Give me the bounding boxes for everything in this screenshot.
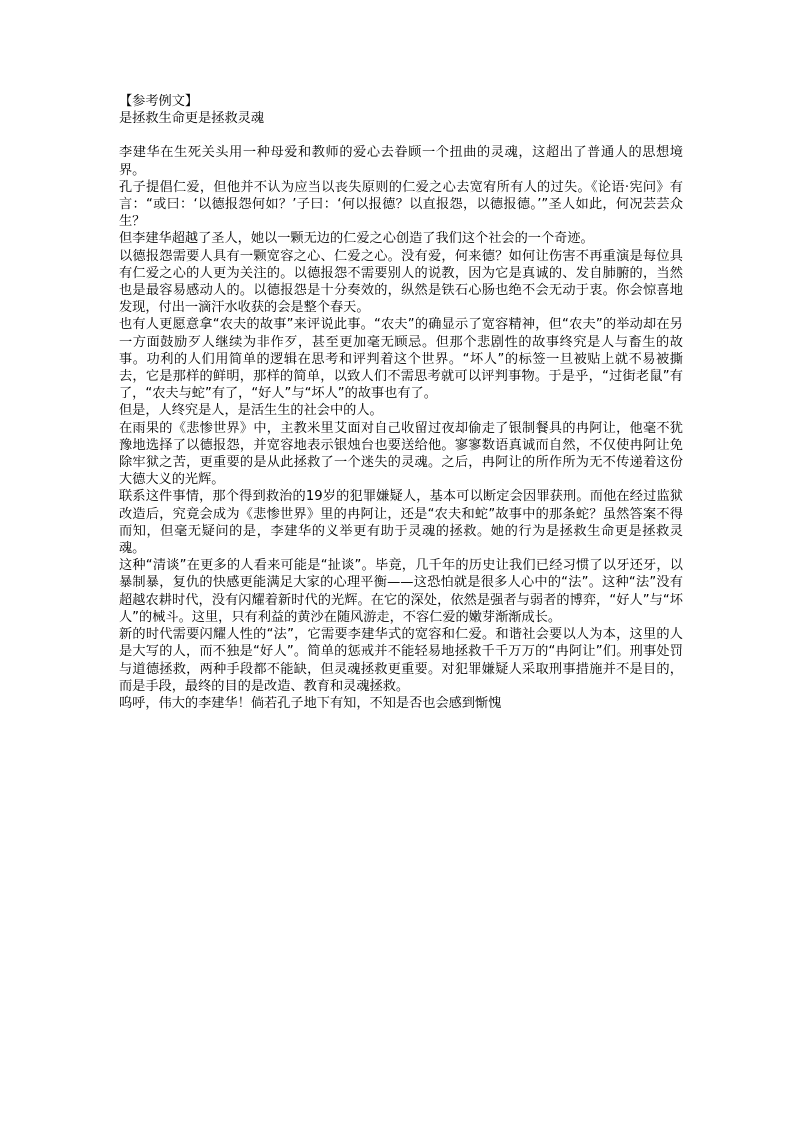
paragraph-9: 这种“清谈”在更多的人看来可能是“扯谈”。毕竟，几千年的历史让我们已经习惯了以牙还牙，以暴制暴，复仇的快感更能满足大家的心理平衡——这恐怕就是很多人心中的“法”。这种“法”没有超越农耕时代，没有闪耀着新时代的光辉。在它的深处，依然是强者与弱者的博弈，“好人”与“坏人”的械斗。这里，只有利益的黄沙在随风游走，不容仁爱的嫩芽渐渐成长。	[119, 558, 683, 625]
spacer	[119, 127, 683, 144]
paragraph-7: 在雨果的《悲惨世界》中，主教米里艾面对自己收留过夜却偷走了银制餐具的冉阿让，他毫不犹豫地选择了以德报怨，并宽容地表示银烛台也要送给他。寥寥数语真诚而自然，不仅使冉阿让免除牢狱之苦，更重要的是从此拯救了一个迷失的灵魂。之后，冉阿让的所作所为无不传递着这份大德大义的光辉。	[119, 420, 683, 488]
paragraph-1: 李建华在生死关头用一种母爱和教师的爱心去眷顾一个扭曲的灵魂，这超出了普通人的思想境界。	[119, 145, 683, 178]
paragraph-2: 孔子提倡仁爱，但他并不认为应当以丧失原则的仁爱之心去宽宥所有人的过失。《论语·宪问》有言：“或曰：‘以德报怨何如？’子曰：‘何以报德？以直报怨，以德报德。’”圣人如此，何况芸芸众生？	[119, 179, 683, 230]
essay-page	[119, 93, 683, 712]
paragraph-5: 也有人更愿意拿“农夫的故事”来评说此事。“农夫”的确显示了宽容精神，但“农夫”的举动却在另一方面鼓励歹人继续为非作歹，甚至更加毫无顾忌。但那个悲剧性的故事终究是人与畜生的故事。功利的人们用简单的逻辑在思考和评判着这个世界。“坏人”的标签一旦被贴上就不易被撕去，它是那样的鲜明，那样的简单，以致人们不需思考就可以评判事物。于是乎，“过街老鼠”有了，“农夫与蛇”有了，“好人”与“坏人”的故事也有了。	[119, 317, 683, 402]
paragraph-11: 呜呼，伟大的李建华！倘若孔子地下有知，不知是否也会感到惭愧	[119, 695, 502, 711]
section-heading: 【参考例文】	[119, 94, 199, 109]
paragraph-8: 联系这件事情，那个得到救治的19岁的犯罪嫌疑人，基本可以断定会因罪获刑。而他在经过监狱改造后，究竟会成为《悲惨世界》里的冉阿让，还是“农夫和蛇”故事中的那条蛇？虽然答案不得而知，但毫无疑问的是，李建华的义举更有助于灵魂的拯救。她的行为是拯救生命更是拯救灵魂。	[119, 489, 683, 557]
paragraph-6: 但是，人终究是人，是活生生的社会中的人。	[119, 403, 383, 419]
paragraph-3: 但李建华超越了圣人，她以一颗无边的仁爱之心创造了我们这个社会的一个奇迹。	[119, 231, 594, 247]
paragraph-10: 新的时代需要闪耀人性的“法”，它需要李建华式的宽容和仁爱。和谐社会要以人为本，这里的人是大写的人，而不独是“好人”。简单的惩戒并不能轻易地拯救千千万万的“冉阿让”们。刑事处罚与道德拯救，两种手段都不能缺，但灵魂拯救更重要。对犯罪嫌疑人采取刑事措施并不是目的，而是手段，最终的目的是改造、教育和灵魂拯救。	[119, 627, 683, 694]
essay-title: 是拯救生命更是拯救灵魂	[119, 111, 265, 127]
paragraph-4: 以德报怨需要人具有一颗宽容之心、仁爱之心。没有爱，何来德？如何让伤害不再重演是每位具有仁爱之心的人更为关注的。以德报怨不需要别人的说教，因为它是真诚的、发自肺腑的，当然也是最容易感动人的。以德报怨是十分奏效的，纵然是铁石心肠也绝不会无动于衷。你会惊喜地发现，付出一滴汗水收获的会是整个春天。	[119, 248, 683, 316]
